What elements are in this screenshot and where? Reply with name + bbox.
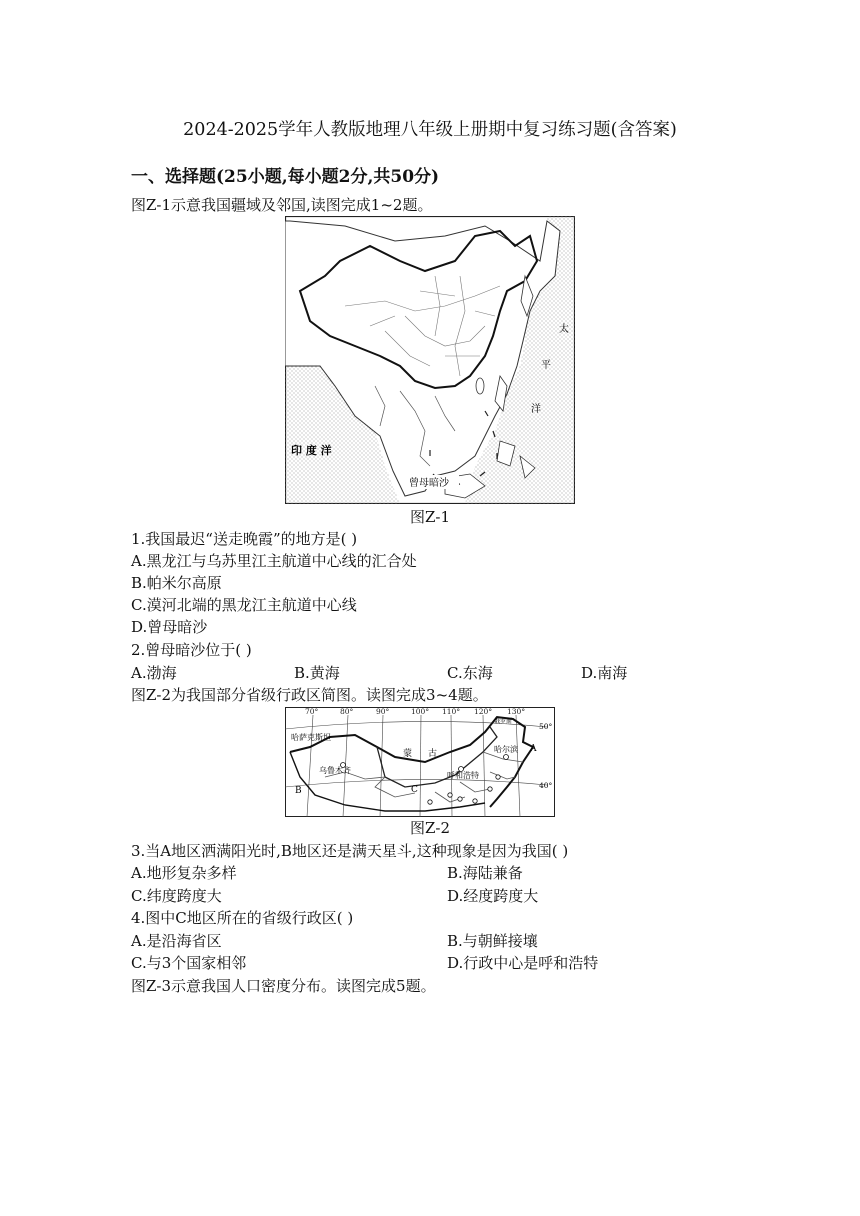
label-harbin: 哈尔滨	[494, 745, 518, 754]
lat-40: 40°	[539, 781, 553, 790]
label-hohhot: 呼和浩特	[447, 771, 479, 780]
label-zengmu-ansha: 曾母暗沙	[409, 478, 449, 489]
q1-option-c: C.漠河北端的黑龙江主航道中心线	[131, 596, 357, 614]
label-a: A	[530, 744, 537, 754]
lon-70: 70°	[305, 707, 319, 716]
lon-130: 130°	[507, 707, 526, 716]
intro-map3: 图Z-3示意我国人口密度分布。读图完成5题。	[131, 977, 436, 995]
label-pacific-2: 平	[541, 360, 551, 371]
intro-map1: 图Z-1示意我国疆域及邻国,读图完成1~2题。	[131, 196, 433, 214]
northern-china-map	[285, 707, 555, 817]
china-territory-map	[285, 216, 575, 504]
q3-option-b: B.海陆兼备	[447, 864, 523, 882]
q2-stem: 2.曾母暗沙位于( )	[131, 641, 252, 659]
q2-option-b: B.黄海	[294, 664, 340, 682]
lon-80: 80°	[340, 707, 354, 716]
map2-caption: 图Z-2	[409, 819, 451, 837]
label-indian-ocean: 印 度 洋	[291, 444, 332, 457]
label-russia: 俄罗斯	[494, 718, 513, 725]
q3-option-c: C.纬度跨度大	[131, 887, 222, 905]
lon-110: 110°	[442, 707, 461, 716]
label-c: C	[411, 785, 418, 795]
lat-50: 50°	[539, 722, 553, 731]
label-urumqi: 乌鲁木齐	[319, 766, 351, 775]
section-heading: 一、选择题(25小题,每小题2分,共50分)	[131, 167, 440, 187]
label-pacific-1: 太	[559, 324, 569, 335]
q4-stem: 4.图中C地区所在的省级行政区( )	[131, 909, 354, 927]
q2-option-d: D.南海	[581, 664, 628, 682]
lon-90: 90°	[376, 707, 390, 716]
lon-100: 100°	[411, 707, 430, 716]
intro-map2: 图Z-2为我国部分省级行政区简图。读图完成3~4题。	[131, 686, 488, 704]
q2-option-a: A.渤海	[131, 664, 177, 682]
lon-120: 120°	[474, 707, 493, 716]
q1-stem: 1.我国最迟“送走晚霞”的地方是( )	[131, 530, 358, 548]
q3-option-a: A.地形复杂多样	[131, 864, 237, 882]
label-mongolia-1: 蒙	[403, 749, 413, 759]
label-mongolia-2: 古	[428, 749, 438, 759]
label-pacific-3: 洋	[531, 404, 541, 415]
q4-option-a: A.是沿海省区	[131, 932, 222, 950]
q3-stem: 3.当A地区洒满阳光时,B地区还是满天星斗,这种现象是因为我国( )	[131, 842, 569, 860]
q2-option-c: C.东海	[447, 664, 493, 682]
map1-caption: 图Z-1	[409, 508, 451, 526]
q1-option-d: D.曾母暗沙	[131, 618, 208, 636]
q3-option-d: D.经度跨度大	[447, 887, 539, 905]
document-title: 2024-2025学年人教版地理八年级上册期中复习练习题(含答案)	[183, 120, 677, 140]
label-b: B	[295, 786, 302, 796]
q4-option-b: B.与朝鲜接壤	[447, 932, 538, 950]
label-kazakhstan: 哈萨克斯坦	[291, 733, 331, 742]
q1-option-b: B.帕米尔高原	[131, 574, 222, 592]
q4-option-c: C.与3个国家相邻	[131, 954, 247, 972]
q1-option-a: A.黑龙江与乌苏里江主航道中心线的汇合处	[131, 552, 417, 570]
q4-option-d: D.行政中心是呼和浩特	[447, 954, 599, 972]
